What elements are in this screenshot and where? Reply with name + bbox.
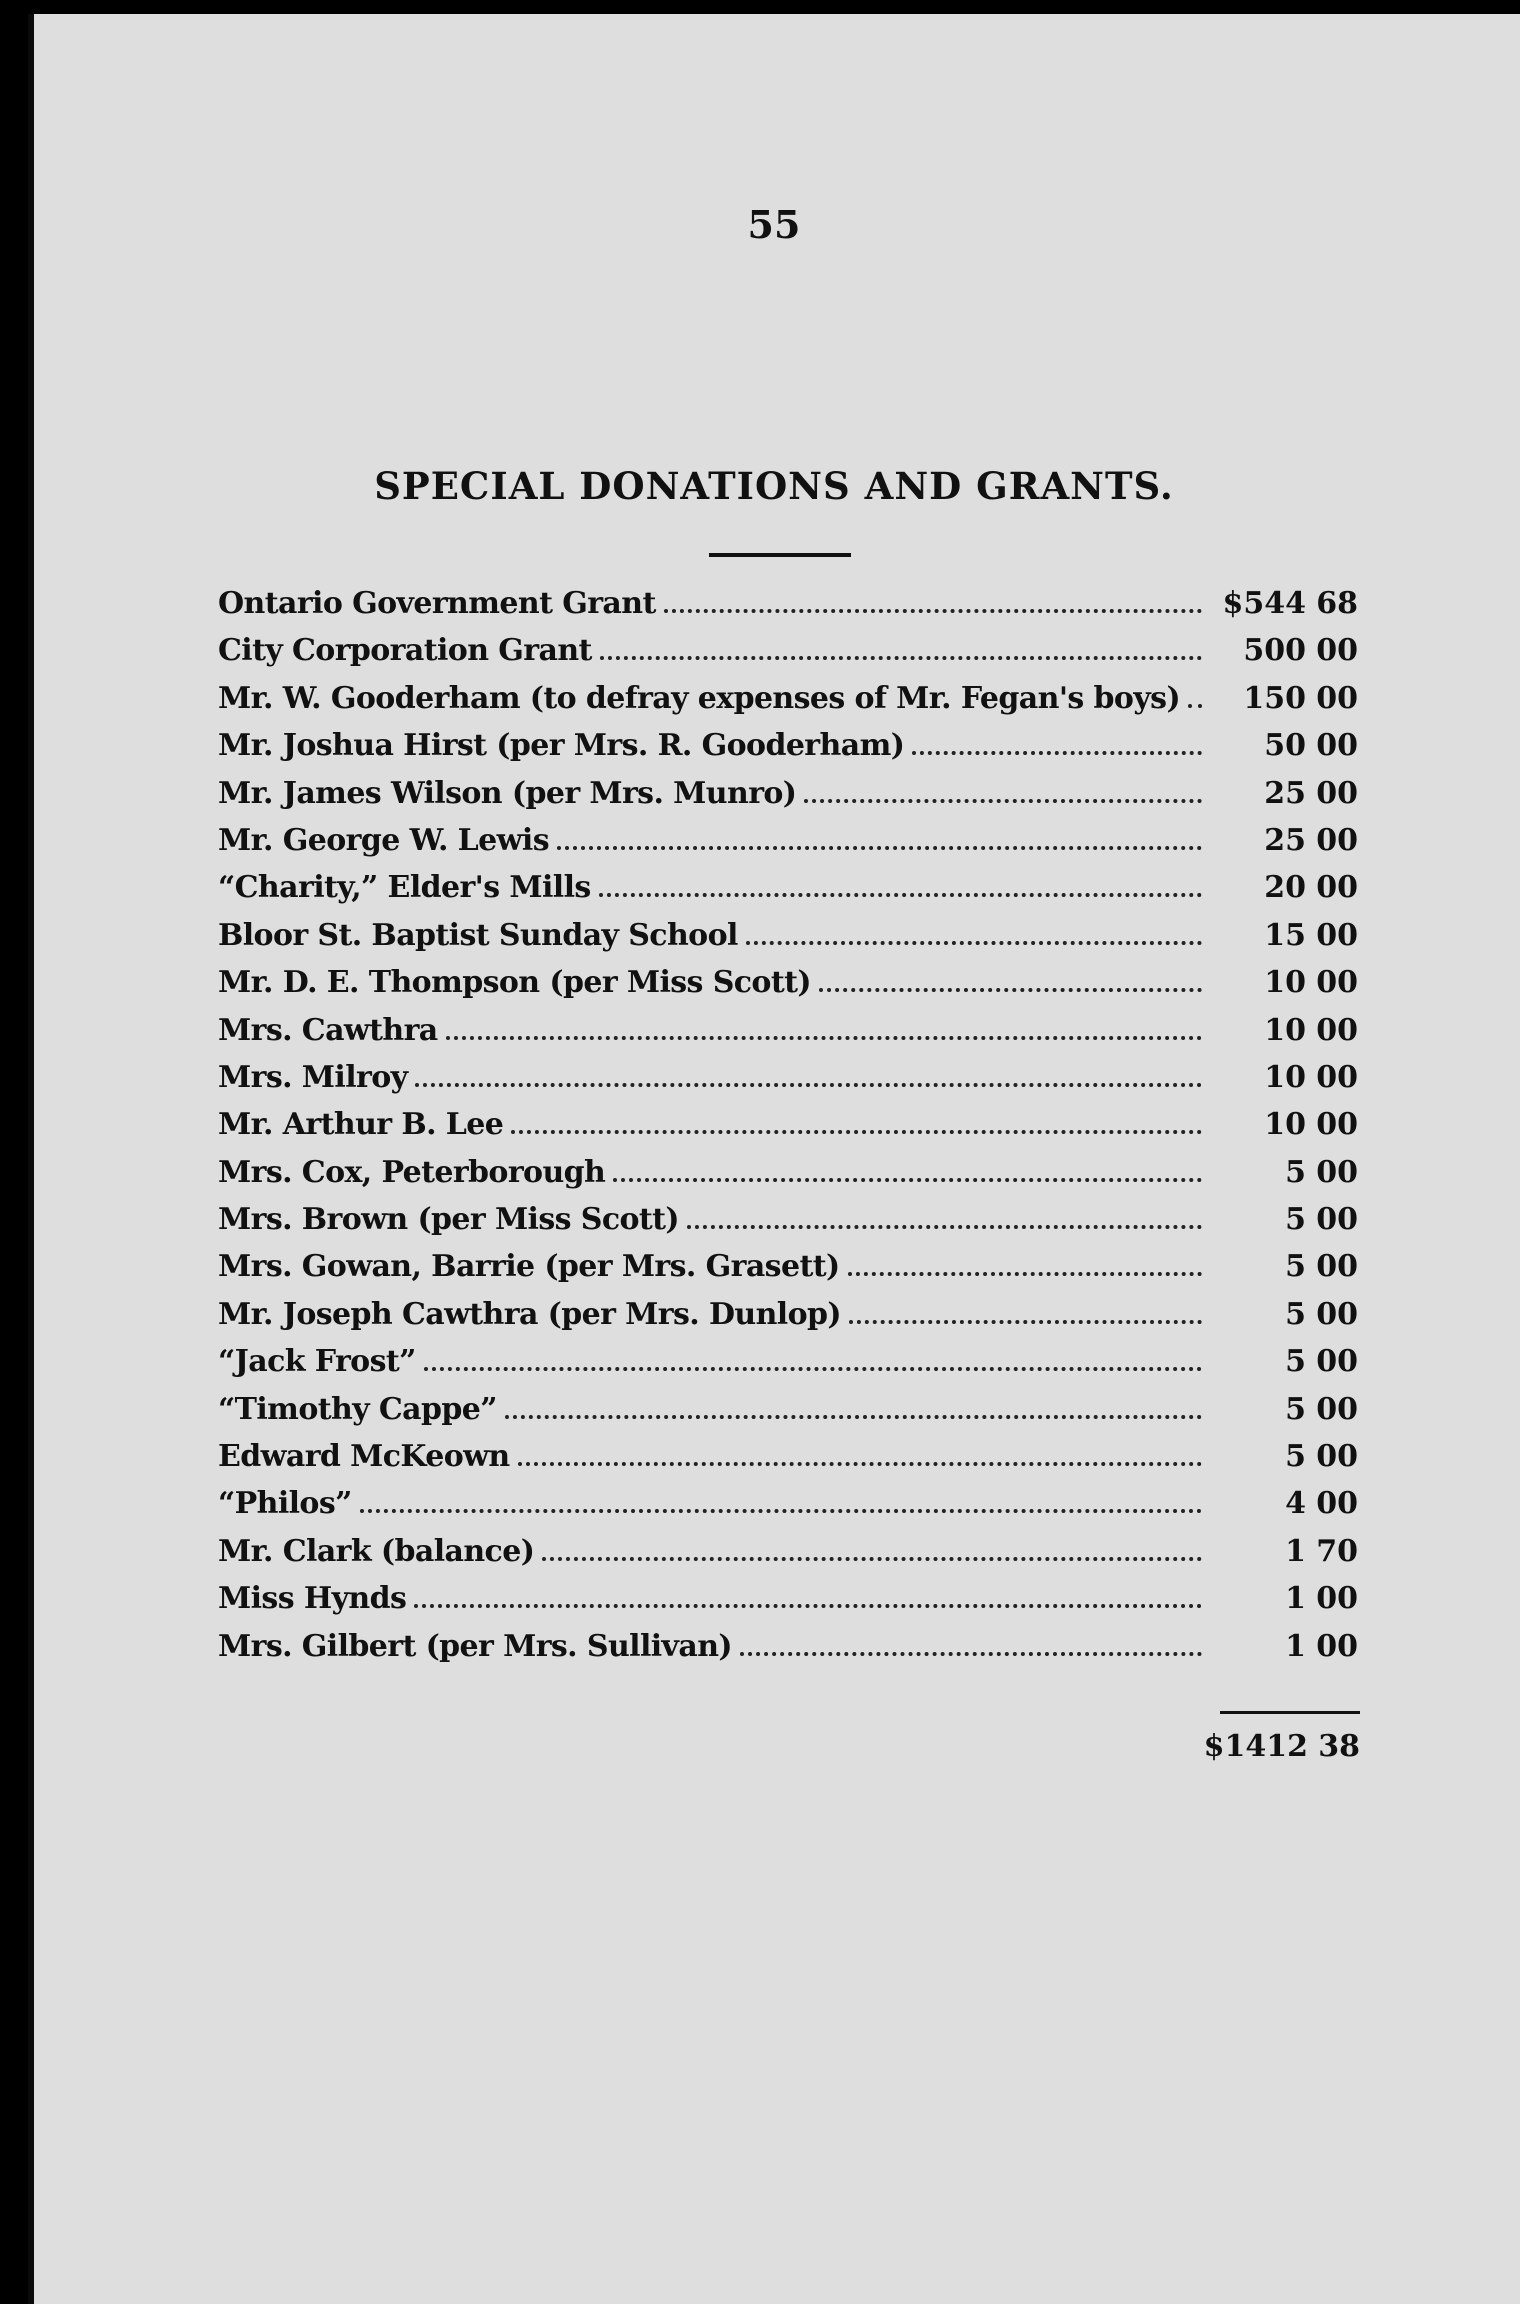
total-rule — [1220, 1711, 1360, 1714]
amount-dollars: 20 — [1264, 870, 1306, 906]
donor-name: Ontario Government Grant — [218, 586, 656, 621]
donation-row — [218, 1060, 1358, 1107]
dot-leader — [804, 799, 1202, 803]
page-number: 55 — [747, 202, 801, 247]
donation-row — [218, 728, 1358, 775]
donor-name: Edward McKeown — [218, 1439, 510, 1475]
amount-cents: 00 — [1316, 1107, 1358, 1143]
donation-amount — [1210, 1392, 1358, 1427]
amount-cents: 68 — [1316, 586, 1358, 621]
donation-amount — [1210, 1202, 1358, 1237]
donation-amount — [1210, 681, 1358, 716]
donation-amount — [1210, 1155, 1358, 1190]
donor-name: Mrs. Milroy — [218, 1059, 408, 1095]
dot-leader — [518, 1462, 1202, 1466]
amount-dollars: 4 — [1285, 1486, 1306, 1522]
amount-cents: 00 — [1316, 917, 1358, 953]
donation-row — [218, 1013, 1358, 1060]
dot-leader — [360, 1509, 1202, 1513]
donor-name: Mr. James Wilson (per Mrs. Munro) — [218, 775, 797, 811]
donation-amount — [1210, 1534, 1358, 1569]
amount-dollars: 1 — [1285, 1581, 1306, 1617]
dot-leader — [415, 1083, 1202, 1087]
donor-name: Mr. Joshua Hirst (per Mrs. R. Gooderham) — [218, 728, 905, 764]
dot-leader — [687, 1225, 1202, 1229]
donor-name: “Jack Frost” — [218, 1344, 416, 1380]
dot-leader — [1188, 704, 1202, 708]
donor-name: Mr. D. E. Thompson (per Miss Scott) — [218, 965, 811, 1001]
donation-row — [218, 776, 1358, 823]
dot-leader — [511, 1130, 1202, 1134]
book-spine-edge — [28, 14, 34, 2304]
donation-row — [218, 633, 1358, 680]
amount-cents: 00 — [1316, 633, 1358, 669]
amount-cents: 00 — [1316, 1344, 1358, 1380]
donation-row — [218, 1486, 1358, 1533]
donor-name: Mr. Joseph Cawthra (per Mrs. Dunlop) — [218, 1296, 841, 1332]
donation-row — [218, 1392, 1358, 1439]
donor-name: Mrs. Gilbert (per Mrs. Sullivan) — [218, 1628, 733, 1664]
donor-name: Mrs. Brown (per Miss Scott) — [218, 1202, 680, 1238]
donation-amount — [1210, 1629, 1358, 1664]
donations-list — [218, 586, 1358, 1676]
dot-leader — [557, 846, 1202, 850]
donor-name: Mr. W. Gooderham (to defray expenses of Mr. Fegan's boys) — [218, 680, 1181, 716]
amount-dollars: 5 — [1285, 1344, 1306, 1380]
dot-leader — [446, 1036, 1202, 1040]
donation-amount — [1210, 870, 1358, 905]
amount-cents: 00 — [1316, 1154, 1358, 1190]
amount-dollars: 500 — [1243, 633, 1306, 669]
donor-name: Mrs. Gowan, Barrie (per Mrs. Grasett) — [218, 1249, 840, 1285]
donor-name: Mrs. Cawthra — [218, 1012, 438, 1048]
dot-leader — [740, 1652, 1202, 1656]
donor-name: Bloor St. Baptist Sunday School — [218, 917, 738, 953]
donation-row — [218, 681, 1358, 728]
donation-amount — [1210, 728, 1358, 763]
amount-cents: 70 — [1316, 1533, 1358, 1569]
dot-leader — [746, 941, 1202, 945]
donation-amount — [1210, 1107, 1358, 1142]
amount-dollars: 10 — [1264, 965, 1306, 1001]
amount-cents: 00 — [1316, 822, 1358, 858]
dot-leader — [819, 988, 1202, 992]
dot-leader — [912, 751, 1202, 755]
donation-amount — [1210, 965, 1358, 1000]
donation-row — [218, 1581, 1358, 1628]
amount-dollars: 15 — [1264, 917, 1306, 953]
donation-amount — [1210, 586, 1358, 621]
dot-leader — [424, 1367, 1202, 1371]
donation-amount — [1210, 776, 1358, 811]
heading-rule — [709, 553, 851, 557]
donation-row — [218, 1107, 1358, 1154]
dot-leader — [664, 609, 1202, 613]
dot-leader — [848, 1272, 1202, 1276]
donor-name: Mr. Arthur B. Lee — [218, 1107, 504, 1143]
amount-dollars: 5 — [1285, 1249, 1306, 1285]
amount-cents: 00 — [1316, 1581, 1358, 1617]
donation-amount — [1210, 1439, 1358, 1474]
section-heading: SPECIAL DONATIONS AND GRANTS. — [374, 464, 1174, 508]
dot-leader — [613, 1178, 1202, 1182]
donor-name: Mr. Clark (balance) — [218, 1533, 535, 1569]
donor-name: City Corporation Grant — [218, 633, 592, 669]
amount-cents: 00 — [1316, 775, 1358, 811]
donor-name: Mrs. Cox, Peterborough — [218, 1154, 606, 1190]
donation-amount — [1210, 1013, 1358, 1048]
dot-leader — [542, 1557, 1202, 1561]
donation-row — [218, 1249, 1358, 1296]
donation-amount — [1210, 1297, 1358, 1332]
donor-name: “Timothy Cappe” — [218, 1391, 497, 1427]
donor-name: Mr. George W. Lewis — [218, 822, 549, 858]
amount-dollars: 5 — [1285, 1439, 1306, 1475]
donation-row — [218, 965, 1358, 1012]
amount-dollars: 10 — [1264, 1107, 1306, 1143]
total-cents: 38 — [1318, 1729, 1360, 1764]
donation-row — [218, 918, 1358, 965]
donation-amount — [1210, 1581, 1358, 1616]
donation-row — [218, 870, 1358, 917]
amount-dollars: 5 — [1285, 1296, 1306, 1332]
amount-cents: 00 — [1316, 728, 1358, 764]
amount-cents: 00 — [1316, 1012, 1358, 1048]
total-dollars: $1412 — [1203, 1729, 1308, 1764]
amount-cents: 00 — [1316, 1391, 1358, 1427]
amount-dollars: 10 — [1264, 1059, 1306, 1095]
amount-dollars: 10 — [1264, 1012, 1306, 1048]
donation-row — [218, 1155, 1358, 1202]
document-page — [28, 14, 1520, 2304]
amount-cents: 00 — [1316, 965, 1358, 1001]
donation-row — [218, 586, 1358, 633]
amount-cents: 00 — [1316, 1202, 1358, 1238]
donor-name: “Charity,” Elder's Mills — [218, 870, 591, 906]
donation-row — [218, 823, 1358, 870]
amount-dollars: 25 — [1264, 775, 1306, 811]
amount-cents: 00 — [1316, 870, 1358, 906]
amount-dollars: 25 — [1264, 822, 1306, 858]
amount-cents: 00 — [1316, 1249, 1358, 1285]
donation-row — [218, 1534, 1358, 1581]
donation-amount — [1210, 1486, 1358, 1521]
amount-cents: 00 — [1316, 1628, 1358, 1664]
donation-amount — [1210, 1249, 1358, 1284]
donation-row — [218, 1202, 1358, 1249]
amount-cents: 00 — [1316, 1296, 1358, 1332]
amount-dollars: 150 — [1243, 680, 1306, 716]
donation-amount — [1210, 823, 1358, 858]
dot-leader — [505, 1415, 1202, 1419]
amount-dollars: 1 — [1285, 1628, 1306, 1664]
donation-row — [218, 1439, 1358, 1486]
amount-dollars: $544 — [1222, 586, 1306, 621]
donation-amount — [1210, 633, 1358, 668]
total-amount — [1178, 1729, 1360, 1764]
amount-cents: 00 — [1316, 1059, 1358, 1095]
amount-cents: 00 — [1316, 680, 1358, 716]
amount-dollars: 50 — [1264, 728, 1306, 764]
dot-leader — [600, 656, 1202, 660]
donation-row — [218, 1297, 1358, 1344]
donor-name: “Philos” — [218, 1486, 352, 1522]
amount-dollars: 5 — [1285, 1154, 1306, 1190]
amount-dollars: 1 — [1285, 1533, 1306, 1569]
amount-dollars: 5 — [1285, 1202, 1306, 1238]
dot-leader — [849, 1320, 1202, 1324]
amount-cents: 00 — [1316, 1486, 1358, 1522]
dot-leader — [414, 1604, 1202, 1608]
donation-row — [218, 1629, 1358, 1676]
amount-cents: 00 — [1316, 1439, 1358, 1475]
donation-row — [218, 1344, 1358, 1391]
donor-name: Miss Hynds — [218, 1581, 407, 1617]
donation-amount — [1210, 918, 1358, 953]
donation-amount — [1210, 1344, 1358, 1379]
amount-dollars: 5 — [1285, 1391, 1306, 1427]
donation-amount — [1210, 1060, 1358, 1095]
dot-leader — [599, 893, 1202, 897]
